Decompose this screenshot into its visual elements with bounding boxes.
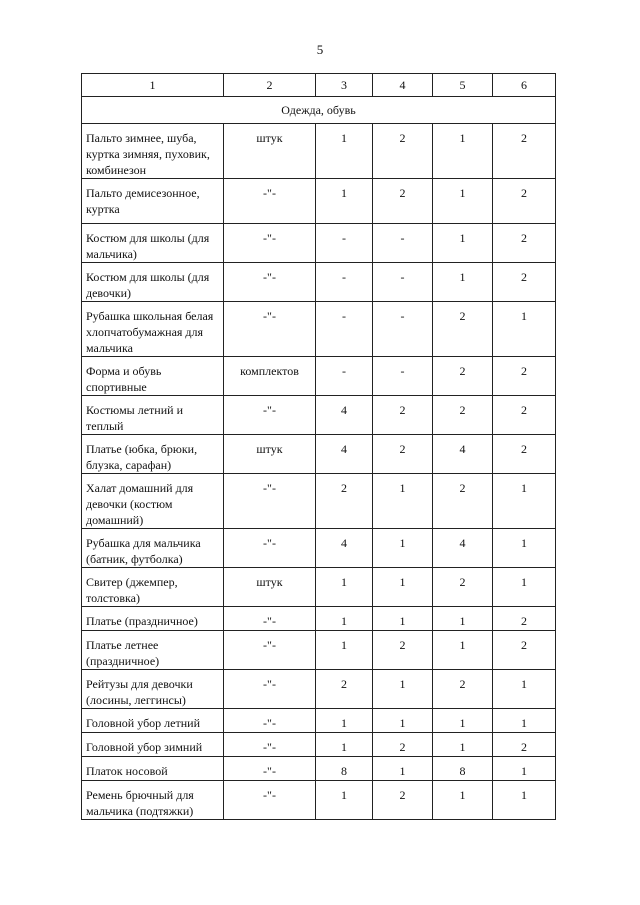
item-name-cell: Ремень брючный для мальчика (подтяжки): [82, 781, 224, 820]
item-name-cell: Платье (праздничное): [82, 607, 224, 631]
item-name-cell: Рубашка школьная белая хлопчатобумажная для мальчика: [82, 302, 224, 357]
column-number: 1: [82, 74, 224, 97]
table-row: [82, 568, 556, 607]
value-cell-6: 2: [493, 179, 556, 224]
value-cell-6: 1: [493, 474, 556, 529]
value-cell-3: 1: [316, 568, 373, 607]
value-cell-5: 2: [433, 670, 493, 709]
value-cell-6: 2: [493, 396, 556, 435]
value-cell-3: -: [316, 357, 373, 396]
value-cell-6: 1: [493, 568, 556, 607]
unit-cell: штук: [224, 124, 316, 179]
item-name-cell: Халат домашний для девочки (костюм домашний): [82, 474, 224, 529]
unit-cell: -"-: [224, 781, 316, 820]
unit-cell: -"-: [224, 670, 316, 709]
item-name-cell: Костюмы летний и теплый: [82, 396, 224, 435]
value-cell-3: 4: [316, 529, 373, 568]
value-cell-6: 2: [493, 263, 556, 302]
value-cell-4: 2: [373, 435, 433, 474]
value-cell-6: 2: [493, 124, 556, 179]
value-cell-6: 1: [493, 781, 556, 820]
value-cell-4: 1: [373, 757, 433, 781]
value-cell-3: -: [316, 224, 373, 263]
item-name-cell: Платок носовой: [82, 757, 224, 781]
value-cell-4: -: [373, 357, 433, 396]
table-row: [82, 607, 556, 631]
value-cell-4: 1: [373, 529, 433, 568]
value-cell-5: 2: [433, 568, 493, 607]
value-cell-5: 4: [433, 435, 493, 474]
column-number-row: [82, 74, 556, 97]
value-cell-3: 4: [316, 435, 373, 474]
item-name-cell: Платье летнее (праздничное): [82, 631, 224, 670]
unit-cell: штук: [224, 568, 316, 607]
value-cell-6: 2: [493, 607, 556, 631]
column-number: 5: [433, 74, 493, 97]
unit-cell: -"-: [224, 757, 316, 781]
value-cell-4: 1: [373, 474, 433, 529]
table-row: [82, 474, 556, 529]
unit-cell: -"-: [224, 631, 316, 670]
value-cell-5: 2: [433, 302, 493, 357]
item-name-cell: Пальто демисезонное, куртка: [82, 179, 224, 224]
value-cell-4: 1: [373, 568, 433, 607]
value-cell-6: 2: [493, 357, 556, 396]
value-cell-4: 2: [373, 179, 433, 224]
clothing-norms-table: [81, 73, 556, 820]
value-cell-3: -: [316, 302, 373, 357]
table-row: [82, 396, 556, 435]
item-name-cell: Костюм для школы (для мальчика): [82, 224, 224, 263]
value-cell-5: 8: [433, 757, 493, 781]
value-cell-3: 1: [316, 631, 373, 670]
value-cell-5: 1: [433, 631, 493, 670]
unit-cell: -"-: [224, 709, 316, 733]
value-cell-6: 2: [493, 224, 556, 263]
unit-cell: штук: [224, 435, 316, 474]
value-cell-4: 1: [373, 670, 433, 709]
unit-cell: -"-: [224, 224, 316, 263]
value-cell-4: 2: [373, 733, 433, 757]
value-cell-4: 1: [373, 709, 433, 733]
value-cell-5: 1: [433, 709, 493, 733]
value-cell-5: 1: [433, 781, 493, 820]
table-row: [82, 631, 556, 670]
table-row: [82, 302, 556, 357]
value-cell-6: 1: [493, 757, 556, 781]
value-cell-3: 2: [316, 670, 373, 709]
unit-cell: комплектов: [224, 357, 316, 396]
value-cell-5: 1: [433, 607, 493, 631]
unit-cell: -"-: [224, 179, 316, 224]
table-row: [82, 670, 556, 709]
item-name-cell: Рубашка для мальчика (батник, футболка): [82, 529, 224, 568]
section-title: Одежда, обувь: [82, 97, 556, 124]
item-name-cell: Свитер (джемпер, толстовка): [82, 568, 224, 607]
value-cell-3: -: [316, 263, 373, 302]
value-cell-4: 2: [373, 124, 433, 179]
value-cell-5: 1: [433, 263, 493, 302]
table-row: [82, 529, 556, 568]
unit-cell: -"-: [224, 396, 316, 435]
unit-cell: -"-: [224, 733, 316, 757]
item-name-cell: Головной убор зимний: [82, 733, 224, 757]
value-cell-4: -: [373, 263, 433, 302]
table-row: [82, 357, 556, 396]
value-cell-4: 1: [373, 607, 433, 631]
value-cell-3: 1: [316, 733, 373, 757]
value-cell-3: 8: [316, 757, 373, 781]
value-cell-4: 2: [373, 396, 433, 435]
value-cell-5: 1: [433, 179, 493, 224]
value-cell-3: 1: [316, 179, 373, 224]
unit-cell: -"-: [224, 607, 316, 631]
value-cell-3: 2: [316, 474, 373, 529]
column-number: 4: [373, 74, 433, 97]
value-cell-4: -: [373, 224, 433, 263]
item-name-cell: Рейтузы для девочки (лосины, леггинсы): [82, 670, 224, 709]
value-cell-5: 1: [433, 124, 493, 179]
unit-cell: -"-: [224, 474, 316, 529]
unit-cell: -"-: [224, 263, 316, 302]
value-cell-3: 1: [316, 781, 373, 820]
table-row: [82, 124, 556, 179]
column-number: 6: [493, 74, 556, 97]
value-cell-5: 4: [433, 529, 493, 568]
table-row: [82, 179, 556, 224]
value-cell-3: 4: [316, 396, 373, 435]
value-cell-6: 2: [493, 631, 556, 670]
table-row: [82, 709, 556, 733]
item-name-cell: Пальто зимнее, шуба, куртка зимняя, пуховик, комбинезон: [82, 124, 224, 179]
value-cell-6: 1: [493, 529, 556, 568]
unit-cell: -"-: [224, 302, 316, 357]
item-name-cell: Платье (юбка, брюки, блузка, сарафан): [82, 435, 224, 474]
table-row: [82, 781, 556, 820]
value-cell-3: 1: [316, 607, 373, 631]
table-row: [82, 224, 556, 263]
value-cell-6: 1: [493, 302, 556, 357]
value-cell-5: 1: [433, 224, 493, 263]
value-cell-5: 2: [433, 474, 493, 529]
column-number: 2: [224, 74, 316, 97]
value-cell-5: 2: [433, 396, 493, 435]
item-name-cell: Форма и обувь спортивные: [82, 357, 224, 396]
value-cell-6: 2: [493, 733, 556, 757]
section-row: [82, 97, 556, 124]
value-cell-5: 2: [433, 357, 493, 396]
value-cell-5: 1: [433, 733, 493, 757]
table-row: [82, 733, 556, 757]
value-cell-4: 2: [373, 631, 433, 670]
value-cell-6: 1: [493, 670, 556, 709]
value-cell-3: 1: [316, 709, 373, 733]
value-cell-4: -: [373, 302, 433, 357]
value-cell-4: 2: [373, 781, 433, 820]
item-name-cell: Костюм для школы (для девочки): [82, 263, 224, 302]
table-row: [82, 263, 556, 302]
page-number: 5: [316, 42, 324, 57]
value-cell-6: 2: [493, 435, 556, 474]
table-row: [82, 757, 556, 781]
value-cell-6: 1: [493, 709, 556, 733]
table-row: [82, 435, 556, 474]
unit-cell: -"-: [224, 529, 316, 568]
column-number: 3: [316, 74, 373, 97]
value-cell-3: 1: [316, 124, 373, 179]
item-name-cell: Головной убор летний: [82, 709, 224, 733]
